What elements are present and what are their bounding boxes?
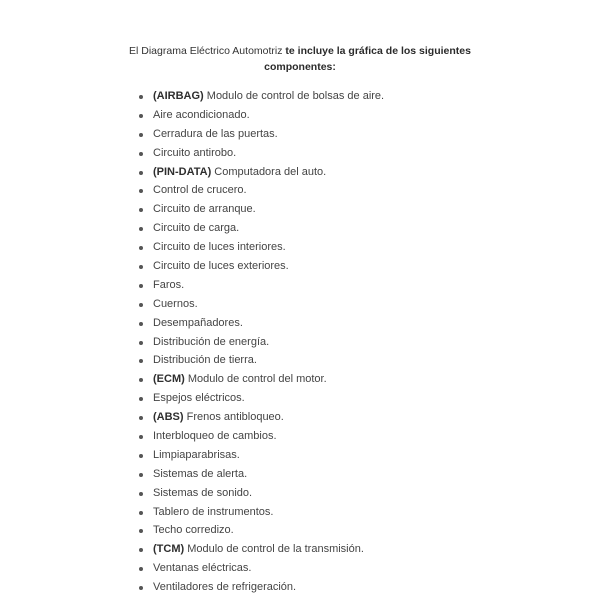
list-item [139,163,384,182]
bullet-icon [139,341,143,345]
bullet-icon [139,284,143,288]
component-name: Frenos antibloqueo. [183,411,284,424]
component-list [139,87,384,597]
component-code: (PIN-DATA) [153,165,212,178]
list-item [139,408,384,427]
bullet-icon [139,171,143,175]
bullet-icon [139,397,143,401]
list-item [139,351,384,370]
list-item [139,389,384,408]
bullet-icon [139,416,143,420]
component-name: Faros. [153,278,185,291]
bullet-icon [139,189,143,193]
list-item [139,559,384,578]
component-name: Sistemas de alerta. [153,467,248,480]
bullet-icon [139,95,143,99]
bullet-icon [139,265,143,269]
component-name: Control de crucero. [153,184,247,197]
component-name: Circuito antirobo. [153,146,237,159]
component-name: Modulo de control de la transmisión. [184,543,364,556]
list-item [139,87,384,106]
component-code: (TCM) [153,543,185,556]
bullet-icon [139,567,143,571]
list-item [139,144,384,163]
bullet-icon [139,152,143,156]
bullet-icon [139,303,143,307]
bullet-icon [139,473,143,477]
component-name: Circuito de arranque. [153,203,256,216]
component-name: Sistemas de sonido. [153,486,253,499]
bullet-icon [139,133,143,137]
list-item [139,578,384,597]
list-item [139,427,384,446]
list-item [139,295,384,314]
component-name: Circuito de luces exteriores. [153,260,289,273]
component-name: Interbloqueo de cambios. [153,430,277,443]
component-name: Modulo de control de bolsas de aire. [203,90,385,102]
bullet-icon [139,114,143,118]
list-item [139,276,384,295]
list-item [139,181,384,200]
bullet-icon [139,548,143,552]
bullet-icon [139,529,143,533]
component-name: Ventanas eléctricas. [153,562,252,575]
component-name: Tablero de instrumentos. [153,505,274,518]
component-name: Cuernos. [153,297,198,310]
list-item [139,370,384,389]
bullet-icon [139,454,143,458]
bullet-icon [139,208,143,212]
bullet-icon [139,322,143,326]
bullet-icon [139,246,143,250]
bullet-icon [139,435,143,439]
list-item [139,314,384,333]
bullet-icon [139,359,143,363]
component-name: Cerradura de las puertas. [153,127,278,140]
bullet-icon [139,511,143,515]
list-item [139,465,384,484]
component-name: Distribución de energía. [153,335,270,348]
list-item [139,219,384,238]
list-item [139,446,384,465]
list-item [139,106,384,125]
component-name: Distribución de tierra. [153,354,257,367]
intro-bold-line-1: te incluye la gráfica de los siguientes [285,45,471,57]
component-code: (ECM) [153,373,185,386]
list-item [139,521,384,540]
component-name: Techo corredizo. [153,524,234,537]
list-item [139,238,384,257]
bullet-icon [139,227,143,231]
intro-paragraph [0,43,600,75]
bullet-icon [139,492,143,496]
list-item [139,200,384,219]
list-item [139,540,384,559]
component-code: (ABS) [153,411,184,424]
intro-bold-line-2: componentes: [264,61,336,73]
intro-lead: El Diagrama Eléctrico Automotriz [129,45,286,57]
component-name: Circuito de luces interiores. [153,241,286,254]
component-name: Computadora del auto. [211,165,327,178]
component-name: Modulo de control del motor. [184,373,327,386]
component-name: Ventiladores de refrigeración. [153,581,297,594]
component-name: Limpiaparabrisas. [153,448,240,461]
component-name: Espejos eléctricos. [153,392,245,405]
list-item [139,125,384,144]
bullet-icon [139,586,143,590]
list-item [139,257,384,276]
component-name: Desempañadores. [153,316,243,329]
bullet-icon [139,378,143,382]
list-item [139,333,384,352]
component-code: (AIRBAG) [153,90,204,102]
component-name: Circuito de carga. [153,222,240,235]
component-name: Aire acondicionado. [153,108,250,121]
list-item [139,484,384,503]
list-item [139,503,384,522]
